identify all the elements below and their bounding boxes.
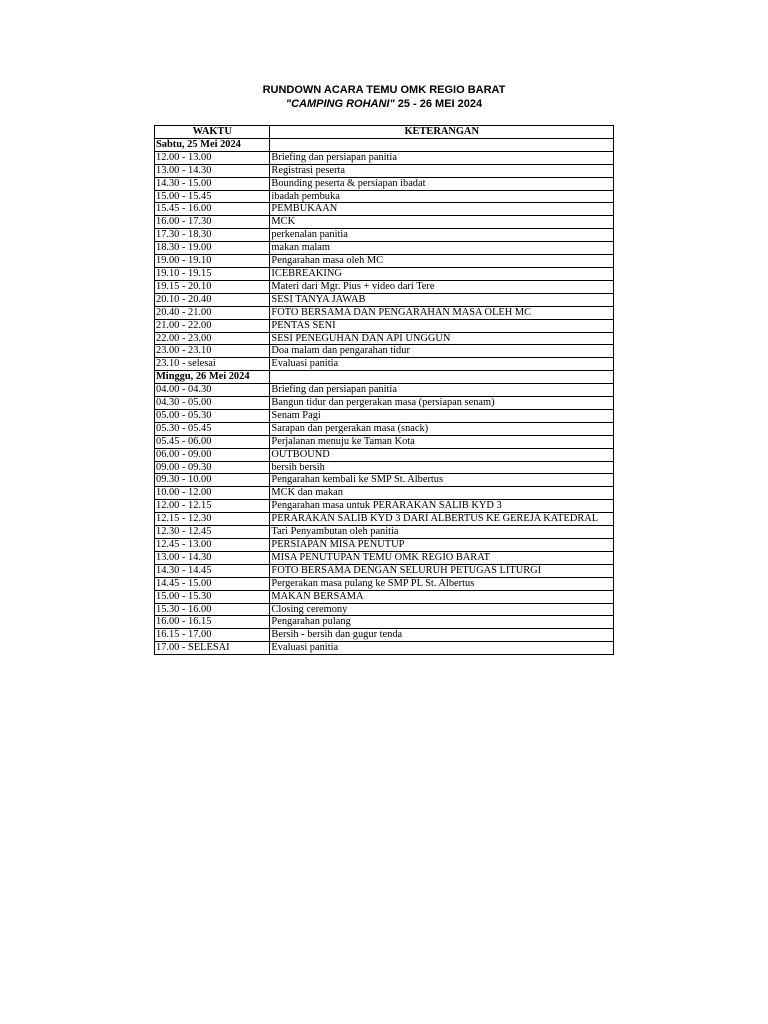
description-cell: Briefing dan persiapan panitia: [270, 151, 614, 164]
title-dates: 25 - 26 MEI 2024: [394, 98, 483, 110]
time-cell: 13.00 - 14.30: [155, 164, 270, 177]
table-row: [155, 435, 614, 448]
description-cell: FOTO BERSAMA DAN PENGARAHAN MASA OLEH MC: [270, 306, 614, 319]
table-row: [155, 190, 614, 203]
description-cell: perkenalan panitia: [270, 229, 614, 242]
table-row: [155, 616, 614, 629]
description-cell: Evaluasi panitia: [270, 642, 614, 655]
time-cell: 09.30 - 10.00: [155, 474, 270, 487]
table-row: [155, 526, 614, 539]
table-row: [155, 629, 614, 642]
description-cell: ICEBREAKING: [270, 267, 614, 280]
page-title: [154, 83, 614, 111]
table-row: [155, 306, 614, 319]
description-cell: MCK: [270, 216, 614, 229]
table-row: [155, 474, 614, 487]
description-cell: Registrasi peserta: [270, 164, 614, 177]
day-label-spacer: [270, 371, 614, 384]
time-cell: 13.00 - 14.30: [155, 551, 270, 564]
description-cell: MAKAN BERSAMA: [270, 590, 614, 603]
table-row: [155, 448, 614, 461]
table-row: [155, 461, 614, 474]
description-cell: Materi dari Mgr. Pius + video dari Tere: [270, 280, 614, 293]
table-row: [155, 242, 614, 255]
time-cell: 16.00 - 16.15: [155, 616, 270, 629]
description-cell: Tari Penyambutan oleh panitia: [270, 526, 614, 539]
time-cell: 04.30 - 05.00: [155, 397, 270, 410]
time-cell: 12.15 - 12.30: [155, 513, 270, 526]
description-cell: Pengarahan masa untuk PERARAKAN SALIB KYD 3: [270, 500, 614, 513]
table-row: [155, 319, 614, 332]
time-cell: 20.10 - 20.40: [155, 293, 270, 306]
description-cell: SESI PENEGUHAN DAN API UNGGUN: [270, 332, 614, 345]
description-cell: Perjalanan menuju ke Taman Kota: [270, 435, 614, 448]
time-cell: 16.15 - 17.00: [155, 629, 270, 642]
table-row: [155, 255, 614, 268]
time-cell: 05.30 - 05.45: [155, 422, 270, 435]
table-row: [155, 151, 614, 164]
table-row: [155, 500, 614, 513]
time-cell: 19.15 - 20.10: [155, 280, 270, 293]
description-cell: makan malam: [270, 242, 614, 255]
table-row: [155, 267, 614, 280]
time-cell: 16.00 - 17.30: [155, 216, 270, 229]
table-row: [155, 590, 614, 603]
table-row: [155, 642, 614, 655]
table-row: [155, 539, 614, 552]
table-row: [155, 397, 614, 410]
description-cell: OUTBOUND: [270, 448, 614, 461]
time-cell: 09.00 - 09.30: [155, 461, 270, 474]
rundown-table: [154, 125, 614, 655]
description-cell: Closing ceremony: [270, 603, 614, 616]
table-row: [155, 422, 614, 435]
table-row: [155, 358, 614, 371]
time-cell: 18.30 - 19.00: [155, 242, 270, 255]
description-cell: Pengarahan kembali ke SMP St. Albertus: [270, 474, 614, 487]
table-row: [155, 409, 614, 422]
time-cell: 12.00 - 13.00: [155, 151, 270, 164]
table-row: [155, 513, 614, 526]
description-cell: bersih bersih: [270, 461, 614, 474]
time-cell: 15.30 - 16.00: [155, 603, 270, 616]
day-row: [155, 138, 614, 151]
table-row: [155, 229, 614, 242]
description-cell: Bounding peserta & persiapan ibadat: [270, 177, 614, 190]
day-row: [155, 371, 614, 384]
title-camping-rohani: "CAMPING ROHANI": [285, 98, 395, 110]
table-row: [155, 293, 614, 306]
day-label-spacer: [270, 138, 614, 151]
description-cell: PENTAS SENI: [270, 319, 614, 332]
header-keterangan: KETERANGAN: [270, 126, 614, 139]
time-cell: 15.45 - 16.00: [155, 203, 270, 216]
time-cell: 23.10 - selesai: [155, 358, 270, 371]
table-row: [155, 280, 614, 293]
description-cell: Pergerakan masa pulang ke SMP PL St. Albertus: [270, 577, 614, 590]
description-cell: PEMBUKAAN: [270, 203, 614, 216]
description-cell: PERARAKAN SALIB KYD 3 DARI ALBERTUS KE GEREJA KATEDRAL: [270, 513, 614, 526]
time-cell: 15.00 - 15.30: [155, 590, 270, 603]
time-cell: 14.30 - 14.45: [155, 564, 270, 577]
table-row: [155, 164, 614, 177]
table-row: [155, 332, 614, 345]
table-header-row: [155, 126, 614, 139]
description-cell: PERSIAPAN MISA PENUTUP: [270, 539, 614, 552]
table-row: [155, 564, 614, 577]
title-line-2: [154, 97, 614, 111]
description-cell: Senam Pagi: [270, 409, 614, 422]
rundown-body: [155, 138, 614, 654]
time-cell: 20.40 - 21.00: [155, 306, 270, 319]
description-cell: Pengarahan pulang: [270, 616, 614, 629]
time-cell: 10.00 - 12.00: [155, 487, 270, 500]
table-row: [155, 177, 614, 190]
time-cell: 12.30 - 12.45: [155, 526, 270, 539]
description-cell: ibadah pembuka: [270, 190, 614, 203]
description-cell: SESI TANYA JAWAB: [270, 293, 614, 306]
table-row: [155, 345, 614, 358]
table-row: [155, 203, 614, 216]
description-cell: Pengarahan masa oleh MC: [270, 255, 614, 268]
table-row: [155, 216, 614, 229]
description-cell: MISA PENUTUPAN TEMU OMK REGIO BARAT: [270, 551, 614, 564]
table-row: [155, 384, 614, 397]
description-cell: Bersih - bersih dan gugur tenda: [270, 629, 614, 642]
time-cell: 19.00 - 19.10: [155, 255, 270, 268]
time-cell: 19.10 - 19.15: [155, 267, 270, 280]
description-cell: Evaluasi panitia: [270, 358, 614, 371]
time-cell: 15.00 - 15.45: [155, 190, 270, 203]
description-cell: Sarapan dan pergerakan masa (snack): [270, 422, 614, 435]
table-row: [155, 603, 614, 616]
description-cell: Briefing dan persiapan panitia: [270, 384, 614, 397]
time-cell: 22.00 - 23.00: [155, 332, 270, 345]
time-cell: 17.00 - SELESAI: [155, 642, 270, 655]
time-cell: 12.00 - 12.15: [155, 500, 270, 513]
day-label: Minggu, 26 Mei 2024: [155, 371, 270, 384]
header-waktu: WAKTU: [155, 126, 270, 139]
time-cell: 17.30 - 18.30: [155, 229, 270, 242]
table-row: [155, 551, 614, 564]
day-label: Sabtu, 25 Mei 2024: [155, 138, 270, 151]
table-row: [155, 577, 614, 590]
table-row: [155, 487, 614, 500]
description-cell: FOTO BERSAMA DENGAN SELURUH PETUGAS LITURGI: [270, 564, 614, 577]
time-cell: 14.30 - 15.00: [155, 177, 270, 190]
time-cell: 12.45 - 13.00: [155, 539, 270, 552]
time-cell: 06.00 - 09.00: [155, 448, 270, 461]
description-cell: Bangun tidur dan pergerakan masa (persiapan senam): [270, 397, 614, 410]
time-cell: 04.00 - 04.30: [155, 384, 270, 397]
time-cell: 14.45 - 15.00: [155, 577, 270, 590]
description-cell: MCK dan makan: [270, 487, 614, 500]
time-cell: 05.45 - 06.00: [155, 435, 270, 448]
description-cell: Doa malam dan pengarahan tidur: [270, 345, 614, 358]
time-cell: 21.00 - 22.00: [155, 319, 270, 332]
time-cell: 05.00 - 05.30: [155, 409, 270, 422]
title-line-1: RUNDOWN ACARA TEMU OMK REGIO BARAT: [262, 84, 506, 96]
time-cell: 23.00 - 23.10: [155, 345, 270, 358]
